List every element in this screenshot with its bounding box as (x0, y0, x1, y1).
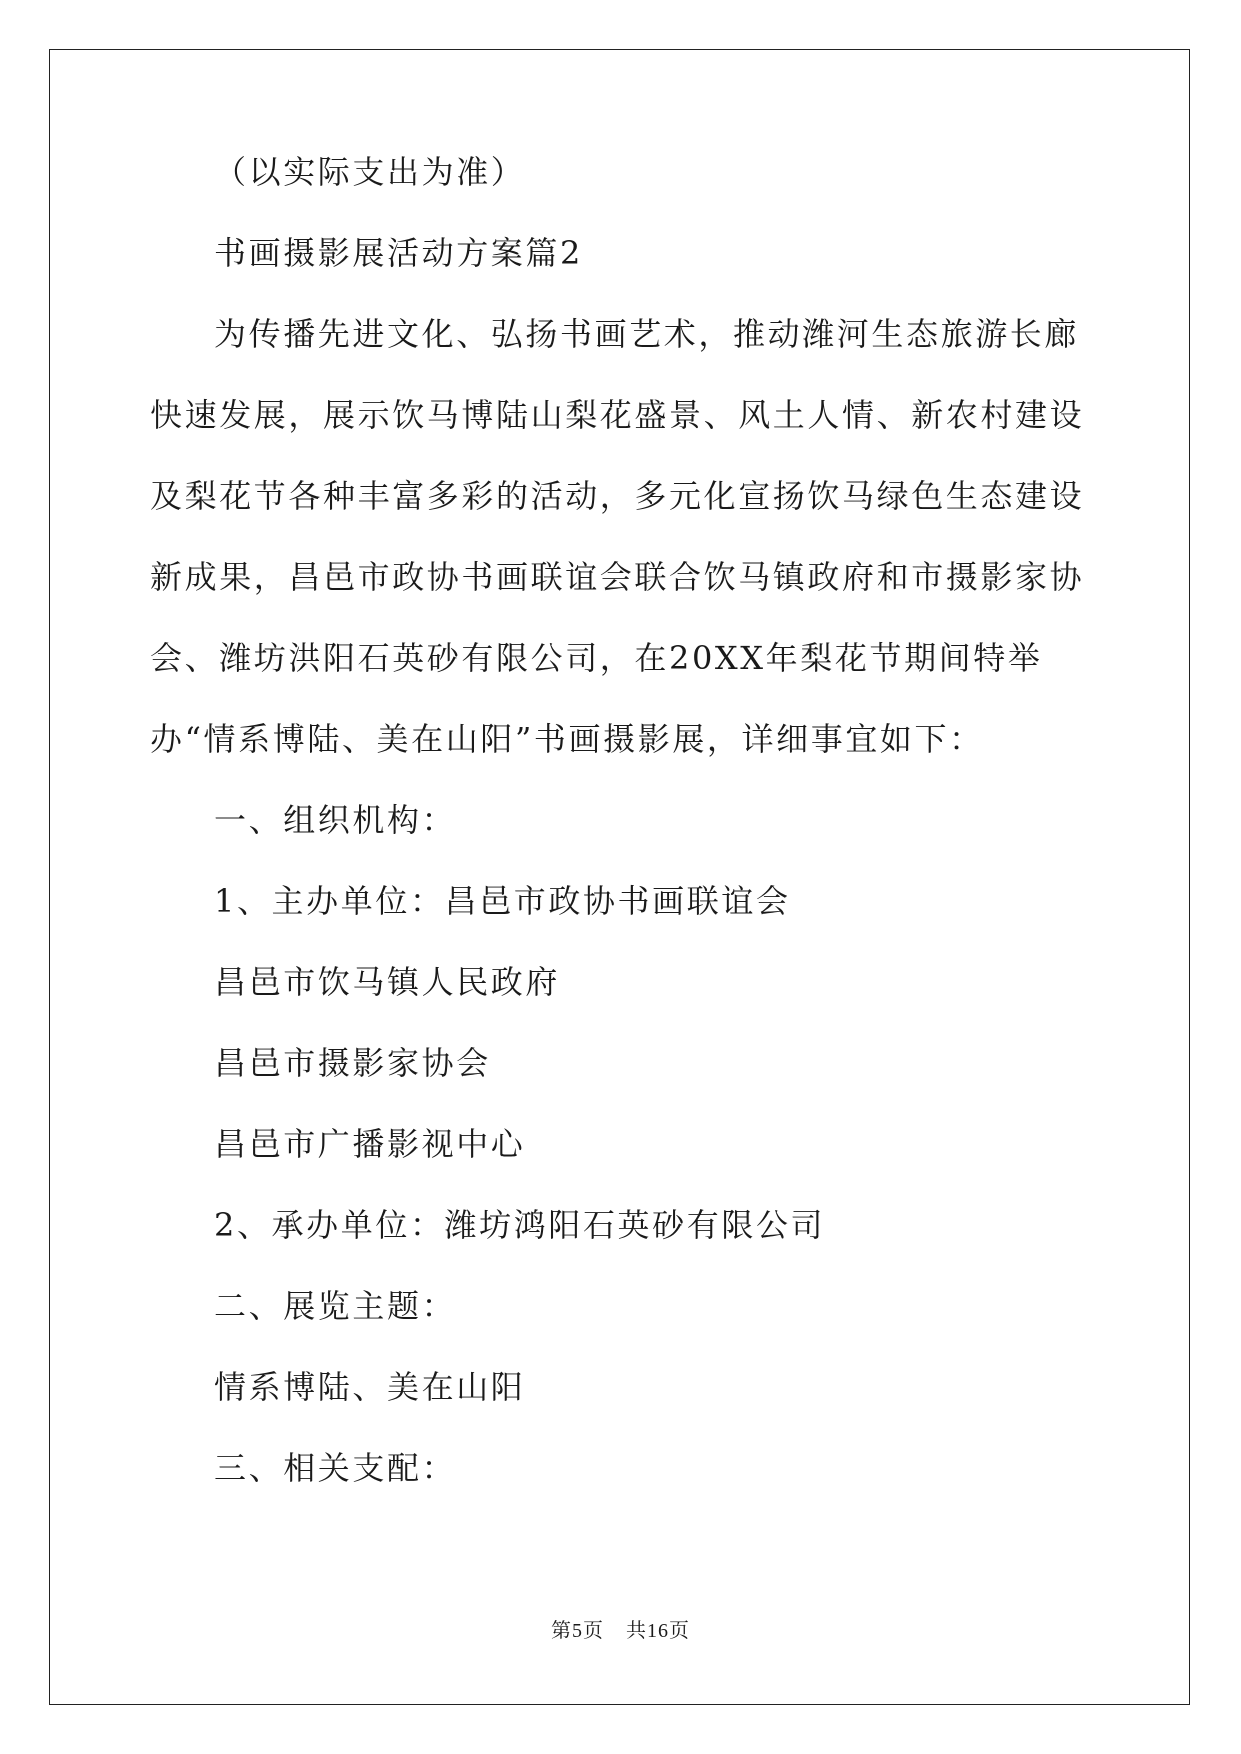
document-body (150, 153, 1095, 1509)
page-prefix: 第 (551, 1618, 572, 1642)
page-number-footer (0, 1618, 1241, 1643)
paragraph-host-unit-4: 昌邑市广播影视中心 (214, 1125, 526, 1163)
paragraph-intro: 为传播先进文化、弘扬书画艺术，推动潍河生态旅游长廊快速发展，展示饮马博陆山梨花盛景、风土人情、新农村建设及梨花节各种丰富多彩的活动，多元化宣扬饮马绿色生态建设新成果，昌邑市政协书画联谊会联合饮马镇政府和市摄影家协会、潍坊洪阳石英砂有限公司，在20XX年梨花节期间特举办“情系博陆、美在山阳”书画摄影展，详细事宜如下： (150, 315, 1085, 758)
paragraph-host-unit-2: 昌邑市饮马镇人民政府 (214, 963, 561, 1001)
section-title: 书画摄影展活动方案篇2 (214, 234, 583, 272)
paragraph-host-units: 1、主办单位：昌邑市政协书画联谊会 (214, 882, 791, 920)
paragraph-note: （以实际支出为准） (214, 153, 526, 191)
heading-organization: 一、组织机构： (214, 801, 457, 839)
paragraph-theme: 情系博陆、美在山阳 (214, 1368, 526, 1406)
paragraph-organizer: 2、承办单位：潍坊鸿阳石英砂有限公司 (214, 1206, 826, 1244)
heading-theme: 二、展览主题： (214, 1287, 457, 1325)
heading-arrangements: 三、相关支配： (214, 1449, 457, 1487)
total-suffix: 页 (669, 1618, 690, 1642)
page-total: 16 (647, 1620, 669, 1642)
total-prefix: 共 (626, 1618, 647, 1642)
paragraph-host-unit-3: 昌邑市摄影家协会 (214, 1044, 491, 1082)
page-current: 5 (572, 1620, 583, 1642)
page-mid: 页 (583, 1618, 604, 1642)
